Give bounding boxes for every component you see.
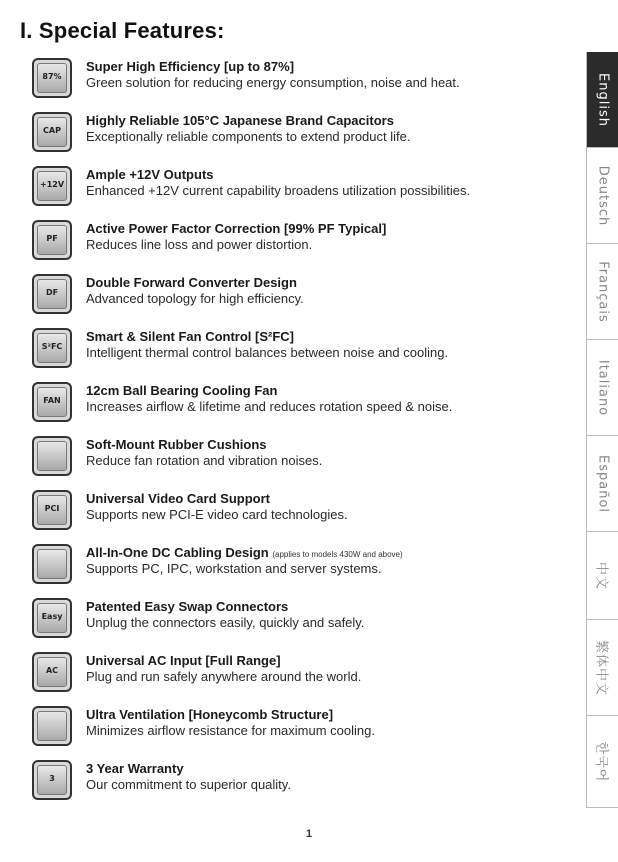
- feature-item: [32, 652, 562, 696]
- language-tabs: [586, 52, 618, 808]
- tab-korean[interactable]: 한국어: [587, 716, 618, 808]
- warranty-3-year-icon: 3: [32, 760, 72, 800]
- dc-cabling-icon: [32, 544, 72, 584]
- ample-12v-icon: +12V: [32, 166, 72, 206]
- feature-title: Ample +12V Outputs: [86, 167, 214, 182]
- tab-francais[interactable]: Français: [587, 244, 618, 340]
- feature-item: [32, 760, 562, 804]
- feature-item: [32, 328, 562, 372]
- feature-title: All-In-One DC Cabling Design (applies to models 430W and above): [86, 545, 403, 560]
- tab-chinese-simplified[interactable]: 中文: [587, 532, 618, 620]
- feature-description: Unplug the connectors easily, quickly and safely.: [86, 615, 365, 630]
- pci-express-icon: PCI: [32, 490, 72, 530]
- feature-item: [32, 598, 562, 642]
- feature-title: Highly Reliable 105°C Japanese Brand Capacitors: [86, 113, 394, 128]
- ball-bearing-fan-icon: FAN: [32, 382, 72, 422]
- feature-item: [32, 382, 562, 426]
- feature-item: [32, 436, 562, 480]
- feature-title: Super High Efficiency [up to 87%]: [86, 59, 295, 74]
- feature-description: Exceptionally reliable components to extend product life.: [86, 129, 411, 144]
- feature-description: Advanced topology for high efficiency.: [86, 291, 304, 306]
- easy-swap-icon: Easy: [32, 598, 72, 638]
- tab-espanol[interactable]: Español: [587, 436, 618, 532]
- feature-description: Plug and run safely anywhere around the world.: [86, 669, 362, 684]
- feature-item: [32, 274, 562, 318]
- feature-description: Minimizes airflow resistance for maximum cooling.: [86, 723, 375, 738]
- tab-italiano[interactable]: Italiano: [587, 340, 618, 436]
- feature-description: Reduces line loss and power distortion.: [86, 237, 313, 252]
- feature-item: [32, 544, 562, 588]
- honeycomb-ventilation-icon: [32, 706, 72, 746]
- feature-title: 3 Year Warranty: [86, 761, 184, 776]
- feature-title: Universal AC Input [Full Range]: [86, 653, 281, 668]
- feature-item: [32, 220, 562, 264]
- feature-description: Intelligent thermal control balances between noise and cooling.: [86, 345, 449, 360]
- page-number: 1: [305, 828, 313, 840]
- tab-deutsch[interactable]: Deutsch: [587, 148, 618, 244]
- feature-description: Green solution for reducing energy consumption, noise and heat.: [86, 75, 460, 90]
- efficiency-87-icon: 87%: [32, 58, 72, 98]
- feature-title-note: (applies to models 430W and above): [272, 550, 403, 559]
- feature-title: Double Forward Converter Design: [86, 275, 297, 290]
- feature-description: Supports new PCI-E video card technologies.: [86, 507, 348, 522]
- active-pfc-icon: PF: [32, 220, 72, 260]
- feature-title: Universal Video Card Support: [86, 491, 270, 506]
- page-title: I. Special Features:: [20, 18, 225, 43]
- feature-description: Our commitment to superior quality.: [86, 777, 291, 792]
- feature-item: [32, 490, 562, 534]
- feature-item: [32, 166, 562, 210]
- feature-item: [32, 706, 562, 750]
- feature-title: Soft-Mount Rubber Cushions: [86, 437, 267, 452]
- tab-english[interactable]: English: [587, 52, 618, 148]
- smart-fan-icon: S²FC: [32, 328, 72, 368]
- feature-title: Patented Easy Swap Connectors: [86, 599, 289, 614]
- feature-description: Supports PC, IPC, workstation and server systems.: [86, 561, 382, 576]
- full-range-ac-icon: AC: [32, 652, 72, 692]
- tab-chinese-traditional[interactable]: 繁体中文: [587, 620, 618, 716]
- feature-title: 12cm Ball Bearing Cooling Fan: [86, 383, 278, 398]
- feature-description: Enhanced +12V current capability broadens utilization possibilities.: [86, 183, 471, 198]
- feature-title: Active Power Factor Correction [99% PF Typical]: [86, 221, 387, 236]
- double-forward-icon: DF: [32, 274, 72, 314]
- feature-title: Ultra Ventilation [Honeycomb Structure]: [86, 707, 334, 722]
- feature-description: Reduce fan rotation and vibration noises.: [86, 453, 323, 468]
- japan-capacitor-icon: CAP: [32, 112, 72, 152]
- rubber-cushion-icon: [32, 436, 72, 476]
- feature-description: Increases airflow & lifetime and reduces rotation speed & noise.: [86, 399, 453, 414]
- feature-title: Smart & Silent Fan Control [S²FC]: [86, 329, 294, 344]
- feature-item: [32, 112, 562, 156]
- feature-item: [32, 58, 562, 102]
